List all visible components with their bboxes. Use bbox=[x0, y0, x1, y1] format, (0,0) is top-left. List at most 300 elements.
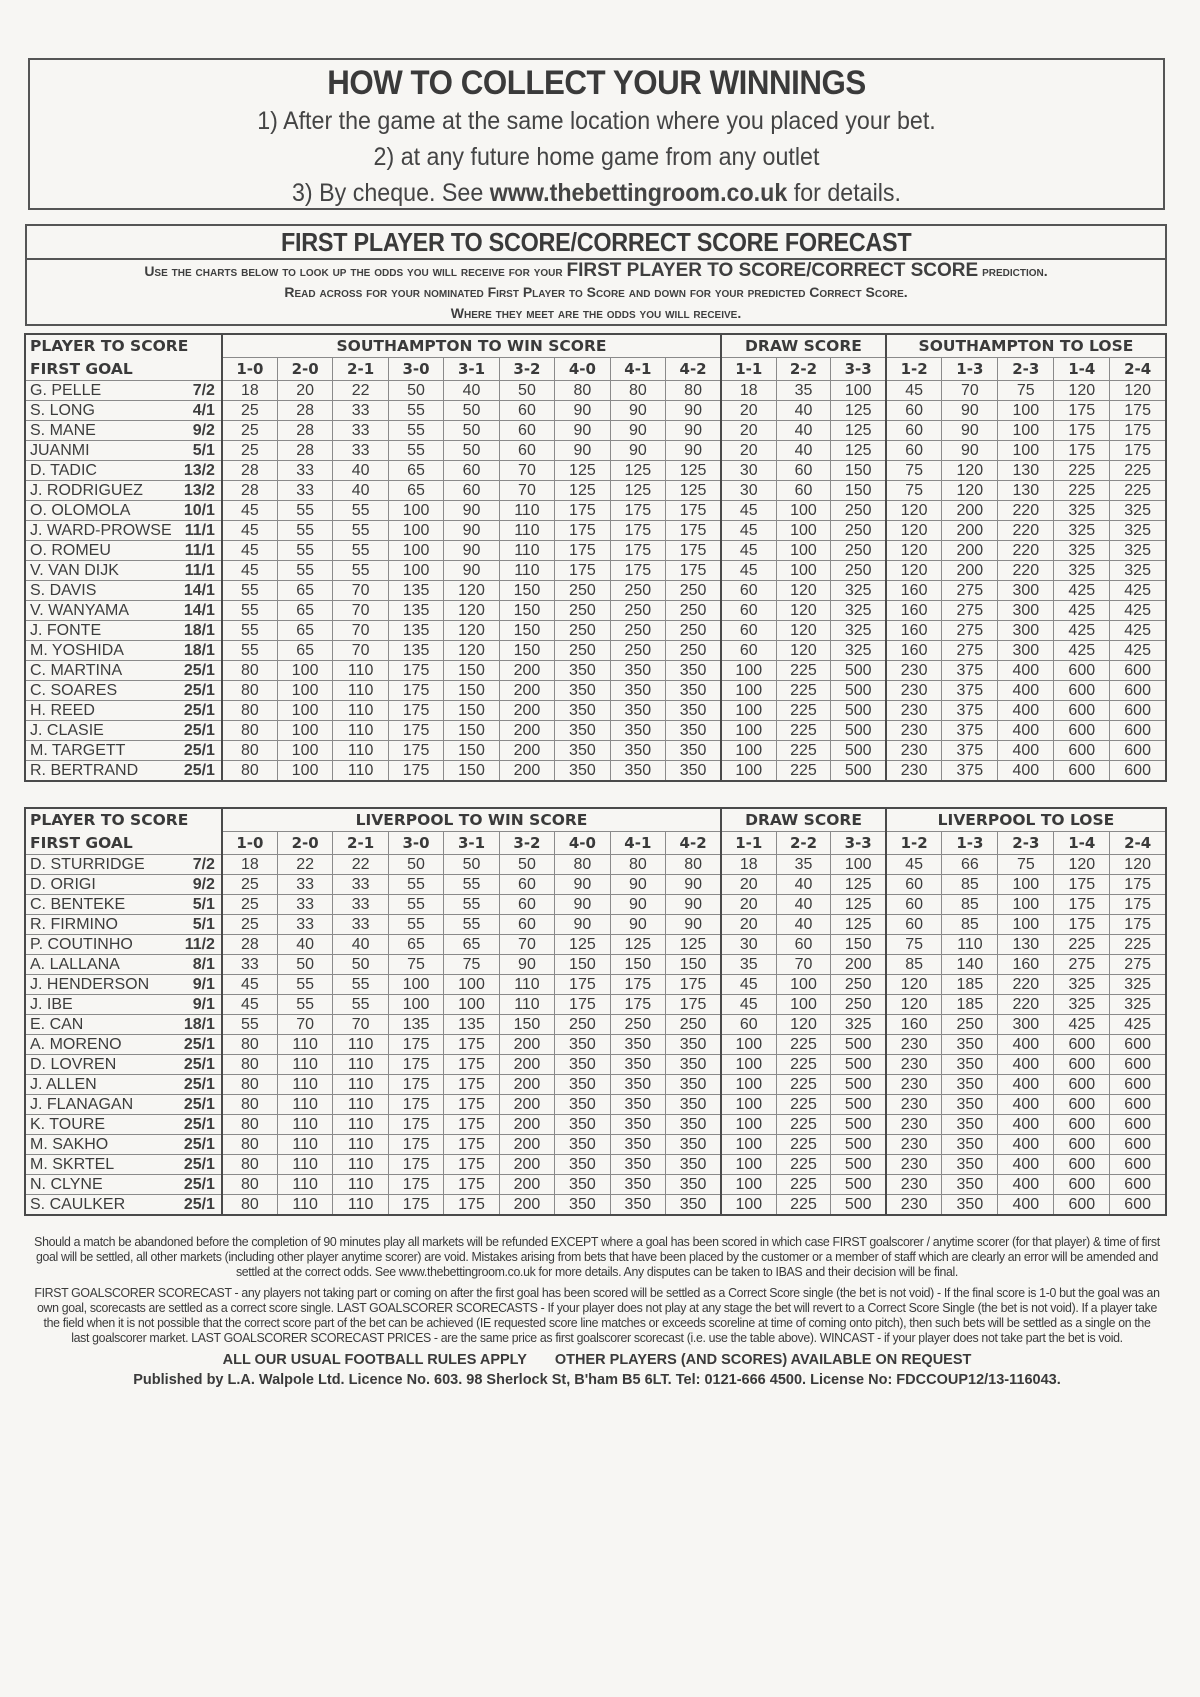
odds-cell: 600 bbox=[1054, 1135, 1110, 1155]
odds-cell: 425 bbox=[1110, 641, 1166, 661]
odds-cell: 230 bbox=[886, 761, 942, 782]
odds-cell: 100 bbox=[277, 681, 332, 701]
odds-cell: 50 bbox=[388, 381, 443, 401]
score-column-header: 1-3 bbox=[942, 832, 998, 855]
odds-cell: 110 bbox=[333, 721, 388, 741]
odds-cell: 45 bbox=[886, 381, 942, 401]
odds-cell: 120 bbox=[886, 541, 942, 561]
odds-cell: 125 bbox=[555, 481, 610, 501]
odds-cell: 175 bbox=[388, 741, 443, 761]
odds-cell: 230 bbox=[886, 701, 942, 721]
odds-cell: 375 bbox=[942, 701, 998, 721]
odds-cell: 350 bbox=[610, 1195, 665, 1216]
odds-cell: 90 bbox=[555, 441, 610, 461]
odds-cell: 230 bbox=[886, 1155, 942, 1175]
odds-cell: 175 bbox=[1110, 875, 1166, 895]
odds-cell: 600 bbox=[1110, 661, 1166, 681]
forecast-instruction-1 bbox=[27, 260, 1165, 282]
odds-cell: 500 bbox=[831, 1135, 886, 1155]
odds-cell: 55 bbox=[388, 895, 443, 915]
odds-cell: 100 bbox=[721, 681, 776, 701]
odds-cell: 120 bbox=[444, 641, 499, 661]
odds-cell: 175 bbox=[555, 501, 610, 521]
odds-cell: 60 bbox=[886, 401, 942, 421]
odds-cell: 100 bbox=[388, 561, 443, 581]
odds-cell: 70 bbox=[333, 581, 388, 601]
odds-cell: 65 bbox=[444, 935, 499, 955]
odds-cell: 100 bbox=[721, 1155, 776, 1175]
odds-cell: 55 bbox=[333, 521, 388, 541]
odds-cell: 200 bbox=[942, 561, 998, 581]
first-goal-odds: 25/1 bbox=[178, 1195, 222, 1216]
odds-cell: 120 bbox=[886, 521, 942, 541]
odds-cell: 90 bbox=[666, 875, 722, 895]
player-row bbox=[25, 1075, 1166, 1095]
odds-cell: 30 bbox=[721, 935, 776, 955]
odds-cell: 400 bbox=[998, 1175, 1054, 1195]
odds-cell: 175 bbox=[388, 1075, 443, 1095]
odds-cell: 80 bbox=[610, 855, 665, 875]
odds-cell: 175 bbox=[1054, 895, 1110, 915]
odds-cell: 45 bbox=[721, 975, 776, 995]
odds-cell: 275 bbox=[1110, 955, 1166, 975]
odds-cell: 65 bbox=[277, 581, 332, 601]
forecast-instruction-1b: FIRST PLAYER TO SCORE/CORRECT SCORE bbox=[566, 260, 979, 281]
odds-cell: 175 bbox=[555, 975, 610, 995]
odds-cell: 500 bbox=[831, 1155, 886, 1175]
score-column-header: 2-2 bbox=[776, 832, 831, 855]
odds-cell: 110 bbox=[277, 1135, 332, 1155]
first-goal-odds: 7/2 bbox=[178, 381, 222, 401]
odds-cell: 30 bbox=[721, 461, 776, 481]
odds-cell: 425 bbox=[1054, 601, 1110, 621]
odds-cell: 600 bbox=[1054, 721, 1110, 741]
odds-cell: 175 bbox=[1110, 441, 1166, 461]
player-row bbox=[25, 1155, 1166, 1175]
odds-cell: 60 bbox=[499, 895, 554, 915]
odds-cell: 200 bbox=[831, 955, 886, 975]
odds-cell: 55 bbox=[222, 1015, 277, 1035]
odds-cell: 325 bbox=[831, 621, 886, 641]
player-row bbox=[25, 701, 1166, 721]
odds-cell: 60 bbox=[776, 481, 831, 501]
odds-cell: 350 bbox=[610, 681, 665, 701]
odds-cell: 375 bbox=[942, 721, 998, 741]
first-goal-odds: 11/1 bbox=[178, 541, 222, 561]
odds-cell: 120 bbox=[776, 641, 831, 661]
odds-cell: 100 bbox=[776, 995, 831, 1015]
score-column-header: 4-0 bbox=[555, 358, 610, 381]
odds-cell: 175 bbox=[610, 975, 665, 995]
odds-cell: 250 bbox=[666, 641, 721, 661]
odds-cell: 230 bbox=[886, 1095, 942, 1115]
player-row bbox=[25, 761, 1166, 782]
odds-cell: 85 bbox=[942, 875, 998, 895]
first-goal-odds: 11/1 bbox=[178, 561, 222, 581]
odds-cell: 40 bbox=[776, 401, 831, 421]
odds-cell: 125 bbox=[610, 481, 665, 501]
odds-cell: 100 bbox=[998, 875, 1054, 895]
odds-cell: 325 bbox=[1054, 521, 1110, 541]
odds-cell: 350 bbox=[942, 1135, 998, 1155]
odds-cell: 120 bbox=[444, 601, 499, 621]
odds-cell: 100 bbox=[388, 521, 443, 541]
odds-cell: 70 bbox=[499, 461, 554, 481]
score-column-header: 4-0 bbox=[555, 832, 610, 855]
player-name: D. STURRIDGE bbox=[25, 855, 178, 875]
odds-cell: 75 bbox=[388, 955, 443, 975]
odds-cell: 230 bbox=[886, 741, 942, 761]
odds-cell: 110 bbox=[333, 761, 388, 782]
odds-cell: 500 bbox=[831, 1095, 886, 1115]
odds-cell: 350 bbox=[555, 701, 610, 721]
odds-cell: 70 bbox=[333, 1015, 388, 1035]
odds-cell: 300 bbox=[998, 1015, 1054, 1035]
score-column-header: 4-1 bbox=[610, 832, 665, 855]
odds-cell: 200 bbox=[499, 1035, 554, 1055]
odds-cell: 600 bbox=[1110, 1095, 1166, 1115]
first-goal-odds: 18/1 bbox=[178, 1015, 222, 1035]
odds-cell: 33 bbox=[277, 875, 332, 895]
first-goal-odds: 25/1 bbox=[178, 661, 222, 681]
odds-cell: 500 bbox=[831, 761, 886, 782]
odds-cell: 125 bbox=[555, 935, 610, 955]
odds-cell: 250 bbox=[831, 521, 886, 541]
odds-cell: 60 bbox=[721, 621, 776, 641]
odds-cell: 250 bbox=[555, 581, 610, 601]
odds-cell: 110 bbox=[333, 661, 388, 681]
score-column-header: 2-4 bbox=[1110, 358, 1166, 381]
odds-cell: 600 bbox=[1054, 741, 1110, 761]
odds-cell: 100 bbox=[444, 995, 499, 1015]
odds-cell: 60 bbox=[499, 875, 554, 895]
odds-cell: 175 bbox=[1110, 421, 1166, 441]
odds-cell: 150 bbox=[666, 955, 722, 975]
odds-cell: 110 bbox=[499, 995, 554, 1015]
odds-cell: 500 bbox=[831, 1075, 886, 1095]
odds-cell: 120 bbox=[886, 561, 942, 581]
odds-cell: 500 bbox=[831, 721, 886, 741]
odds-cell: 100 bbox=[277, 761, 332, 782]
odds-cell: 90 bbox=[666, 401, 721, 421]
odds-cell: 55 bbox=[277, 561, 332, 581]
odds-cell: 125 bbox=[831, 895, 886, 915]
odds-cell: 175 bbox=[444, 1055, 499, 1075]
odds-cell: 350 bbox=[555, 1115, 610, 1135]
player-row bbox=[25, 721, 1166, 741]
odds-cell: 33 bbox=[333, 401, 388, 421]
odds-cell: 60 bbox=[776, 461, 831, 481]
odds-cell: 225 bbox=[776, 1155, 831, 1175]
odds-cell: 135 bbox=[388, 1015, 443, 1035]
odds-cell: 600 bbox=[1054, 1075, 1110, 1095]
odds-cell: 175 bbox=[388, 681, 443, 701]
odds-cell: 130 bbox=[998, 461, 1054, 481]
odds-cell: 100 bbox=[776, 975, 831, 995]
odds-cell: 275 bbox=[1054, 955, 1110, 975]
player-name: C. BENTEKE bbox=[25, 895, 178, 915]
odds-cell: 160 bbox=[886, 641, 942, 661]
odds-cell: 135 bbox=[388, 601, 443, 621]
odds-cell: 425 bbox=[1054, 641, 1110, 661]
odds-cell: 90 bbox=[666, 441, 721, 461]
odds-cell: 250 bbox=[831, 501, 886, 521]
odds-cell: 400 bbox=[998, 1055, 1054, 1075]
odds-cell: 250 bbox=[610, 641, 665, 661]
odds-cell: 120 bbox=[1110, 855, 1166, 875]
odds-cell: 110 bbox=[333, 1155, 388, 1175]
player-row bbox=[25, 501, 1166, 521]
odds-cell: 160 bbox=[886, 601, 942, 621]
odds-cell: 175 bbox=[388, 1195, 443, 1216]
odds-cell: 100 bbox=[776, 501, 831, 521]
odds-cell: 350 bbox=[610, 721, 665, 741]
odds-cell: 175 bbox=[1110, 401, 1166, 421]
player-name: M. SKRTEL bbox=[25, 1155, 178, 1175]
player-name: A. MORENO bbox=[25, 1035, 178, 1055]
odds-cell: 175 bbox=[388, 1155, 443, 1175]
odds-cell: 50 bbox=[499, 855, 554, 875]
odds-cell: 400 bbox=[998, 681, 1054, 701]
odds-cell: 90 bbox=[555, 915, 610, 935]
odds-cell: 300 bbox=[998, 581, 1054, 601]
first-goal-odds: 18/1 bbox=[178, 641, 222, 661]
odds-cell: 40 bbox=[776, 421, 831, 441]
odds-cell: 225 bbox=[776, 1035, 831, 1055]
score-column-header: 1-4 bbox=[1054, 358, 1110, 381]
odds-cell: 600 bbox=[1054, 761, 1110, 782]
odds-cell: 150 bbox=[499, 641, 554, 661]
first-goal-odds: 25/1 bbox=[178, 1075, 222, 1095]
odds-cell: 400 bbox=[998, 1035, 1054, 1055]
odds-cell: 120 bbox=[1110, 381, 1166, 401]
odds-cell: 225 bbox=[1110, 481, 1166, 501]
odds-cell: 140 bbox=[942, 955, 998, 975]
odds-cell: 225 bbox=[1054, 481, 1110, 501]
odds-cell: 110 bbox=[277, 1075, 332, 1095]
group-header-row bbox=[25, 808, 1166, 832]
odds-cell: 100 bbox=[721, 1095, 776, 1115]
odds-cell: 90 bbox=[555, 401, 610, 421]
odds-cell: 120 bbox=[444, 621, 499, 641]
odds-cell: 275 bbox=[942, 621, 998, 641]
odds-cell: 125 bbox=[610, 935, 665, 955]
forecast-instruction-2: Read across for your nominated First Player to Score and down for your predicted Correct Score. bbox=[284, 284, 908, 300]
odds-cell: 135 bbox=[388, 581, 443, 601]
odds-cell: 33 bbox=[333, 895, 388, 915]
odds-cell: 60 bbox=[499, 401, 554, 421]
odds-cell: 220 bbox=[998, 541, 1054, 561]
odds-cell: 200 bbox=[499, 701, 554, 721]
odds-cell: 60 bbox=[721, 601, 776, 621]
odds-cell: 40 bbox=[333, 481, 388, 501]
collect-winnings-box bbox=[28, 58, 1165, 210]
odds-cell: 175 bbox=[388, 1055, 443, 1075]
odds-cell: 150 bbox=[444, 661, 499, 681]
odds-cell: 18 bbox=[721, 381, 776, 401]
odds-cell: 325 bbox=[1110, 501, 1166, 521]
odds-cell: 50 bbox=[388, 855, 443, 875]
player-name: O. ROMEU bbox=[25, 541, 178, 561]
odds-cell: 325 bbox=[1110, 521, 1166, 541]
odds-cell: 60 bbox=[444, 481, 499, 501]
odds-cell: 250 bbox=[555, 1015, 610, 1035]
odds-cell: 600 bbox=[1110, 1075, 1166, 1095]
player-to-score-header: PLAYER TO SCORE bbox=[25, 334, 222, 358]
odds-cell: 350 bbox=[610, 701, 665, 721]
odds-cell: 220 bbox=[998, 975, 1054, 995]
odds-cell: 230 bbox=[886, 1055, 942, 1075]
odds-cell: 225 bbox=[776, 701, 831, 721]
odds-cell: 100 bbox=[721, 1135, 776, 1155]
odds-cell: 600 bbox=[1110, 1175, 1166, 1195]
odds-cell: 125 bbox=[666, 461, 721, 481]
odds-cell: 120 bbox=[886, 995, 942, 1015]
player-name: J. WARD-PROWSE bbox=[25, 521, 178, 541]
odds-cell: 150 bbox=[499, 601, 554, 621]
odds-cell: 125 bbox=[831, 875, 886, 895]
odds-cell: 200 bbox=[499, 721, 554, 741]
odds-cell: 110 bbox=[499, 541, 554, 561]
odds-cell: 350 bbox=[555, 1155, 610, 1175]
odds-cell: 175 bbox=[555, 541, 610, 561]
odds-cell: 85 bbox=[942, 915, 998, 935]
odds-cell: 28 bbox=[222, 935, 277, 955]
odds-cell: 30 bbox=[721, 481, 776, 501]
odds-cell: 55 bbox=[388, 875, 443, 895]
odds-cell: 500 bbox=[831, 1195, 886, 1216]
odds-cell: 45 bbox=[222, 975, 277, 995]
odds-cell: 350 bbox=[666, 1055, 722, 1075]
odds-cell: 120 bbox=[1054, 855, 1110, 875]
player-name: C. MARTINA bbox=[25, 661, 178, 681]
odds-cell: 200 bbox=[942, 501, 998, 521]
odds-cell: 175 bbox=[388, 701, 443, 721]
odds-cell: 175 bbox=[388, 1095, 443, 1115]
score-column-header: 3-2 bbox=[499, 358, 554, 381]
odds-cell: 350 bbox=[942, 1195, 998, 1216]
odds-cell: 90 bbox=[666, 895, 722, 915]
odds-cell: 66 bbox=[942, 855, 998, 875]
odds-cell: 28 bbox=[277, 441, 332, 461]
odds-cell: 500 bbox=[831, 1055, 886, 1075]
odds-cell: 125 bbox=[831, 421, 886, 441]
odds-cell: 175 bbox=[388, 761, 443, 782]
player-row bbox=[25, 975, 1166, 995]
first-goal-odds: 7/2 bbox=[178, 855, 222, 875]
odds-cell: 55 bbox=[277, 501, 332, 521]
odds-cell: 85 bbox=[942, 895, 998, 915]
score-header-row bbox=[25, 358, 1166, 381]
odds-cell: 110 bbox=[333, 681, 388, 701]
odds-cell: 200 bbox=[499, 761, 554, 782]
odds-cell: 600 bbox=[1110, 761, 1166, 782]
collect-option-3-suffix: for details. bbox=[787, 179, 902, 207]
forecast-instruction-1c: prediction. bbox=[978, 263, 1048, 279]
odds-cell: 135 bbox=[388, 621, 443, 641]
odds-cell: 425 bbox=[1110, 621, 1166, 641]
first-goal-odds: 5/1 bbox=[178, 895, 222, 915]
score-column-header: 2-3 bbox=[998, 358, 1054, 381]
score-column-header: 1-4 bbox=[1054, 832, 1110, 855]
player-row bbox=[25, 1135, 1166, 1155]
odds-cell: 600 bbox=[1054, 661, 1110, 681]
odds-cell: 110 bbox=[499, 975, 554, 995]
player-name: G. PELLE bbox=[25, 381, 178, 401]
odds-cell: 150 bbox=[444, 701, 499, 721]
odds-cell: 225 bbox=[1054, 461, 1110, 481]
odds-cell: 250 bbox=[555, 641, 610, 661]
player-name: M. TARGETT bbox=[25, 741, 178, 761]
odds-cell: 175 bbox=[610, 541, 665, 561]
odds-cell: 100 bbox=[998, 401, 1054, 421]
odds-cell: 350 bbox=[942, 1175, 998, 1195]
odds-cell: 40 bbox=[776, 915, 831, 935]
odds-cell: 350 bbox=[942, 1035, 998, 1055]
odds-cell: 250 bbox=[831, 975, 886, 995]
odds-cell: 70 bbox=[333, 641, 388, 661]
odds-cell: 350 bbox=[555, 661, 610, 681]
group-header-row bbox=[25, 334, 1166, 358]
odds-cell: 75 bbox=[886, 481, 942, 501]
odds-cell: 350 bbox=[610, 1095, 665, 1115]
odds-cell: 350 bbox=[555, 681, 610, 701]
score-column-header: 3-1 bbox=[444, 832, 499, 855]
odds-cell: 600 bbox=[1110, 1135, 1166, 1155]
odds-cell: 33 bbox=[333, 421, 388, 441]
odds-cell: 225 bbox=[1110, 461, 1166, 481]
odds-cell: 350 bbox=[555, 1075, 610, 1095]
odds-cell: 175 bbox=[444, 1035, 499, 1055]
odds-cell: 55 bbox=[388, 421, 443, 441]
odds-cell: 135 bbox=[444, 1015, 499, 1035]
odds-cell: 325 bbox=[1054, 541, 1110, 561]
odds-cell: 20 bbox=[721, 401, 776, 421]
odds-cell: 600 bbox=[1110, 1055, 1166, 1075]
odds-cell: 175 bbox=[388, 1135, 443, 1155]
odds-cell: 70 bbox=[499, 481, 554, 501]
player-name: S. MANE bbox=[25, 421, 178, 441]
odds-cell: 175 bbox=[610, 521, 665, 541]
odds-cell: 80 bbox=[222, 1055, 277, 1075]
odds-cell: 200 bbox=[942, 521, 998, 541]
odds-cell: 65 bbox=[388, 461, 443, 481]
odds-cell: 110 bbox=[333, 1175, 388, 1195]
first-goal-odds: 8/1 bbox=[178, 955, 222, 975]
player-name: J. RODRIGUEZ bbox=[25, 481, 178, 501]
first-goal-odds: 25/1 bbox=[178, 1115, 222, 1135]
odds-cell: 350 bbox=[610, 741, 665, 761]
odds-cell: 150 bbox=[444, 721, 499, 741]
odds-cell: 60 bbox=[721, 641, 776, 661]
odds-cell: 100 bbox=[388, 975, 443, 995]
odds-cell: 220 bbox=[998, 521, 1054, 541]
odds-cell: 55 bbox=[277, 975, 332, 995]
odds-cell: 50 bbox=[499, 381, 554, 401]
odds-cell: 200 bbox=[499, 1155, 554, 1175]
odds-cell: 35 bbox=[776, 855, 831, 875]
odds-cell: 60 bbox=[721, 581, 776, 601]
player-row bbox=[25, 521, 1166, 541]
odds-cell: 230 bbox=[886, 681, 942, 701]
website-link[interactable]: www.thebettingroom.co.uk bbox=[489, 179, 788, 207]
odds-cell: 150 bbox=[831, 481, 886, 501]
odds-cell: 250 bbox=[942, 1015, 998, 1035]
odds-cell: 350 bbox=[610, 1175, 665, 1195]
odds-cell: 200 bbox=[499, 1115, 554, 1135]
odds-cell: 175 bbox=[1110, 895, 1166, 915]
first-goal-odds: 9/1 bbox=[178, 975, 222, 995]
